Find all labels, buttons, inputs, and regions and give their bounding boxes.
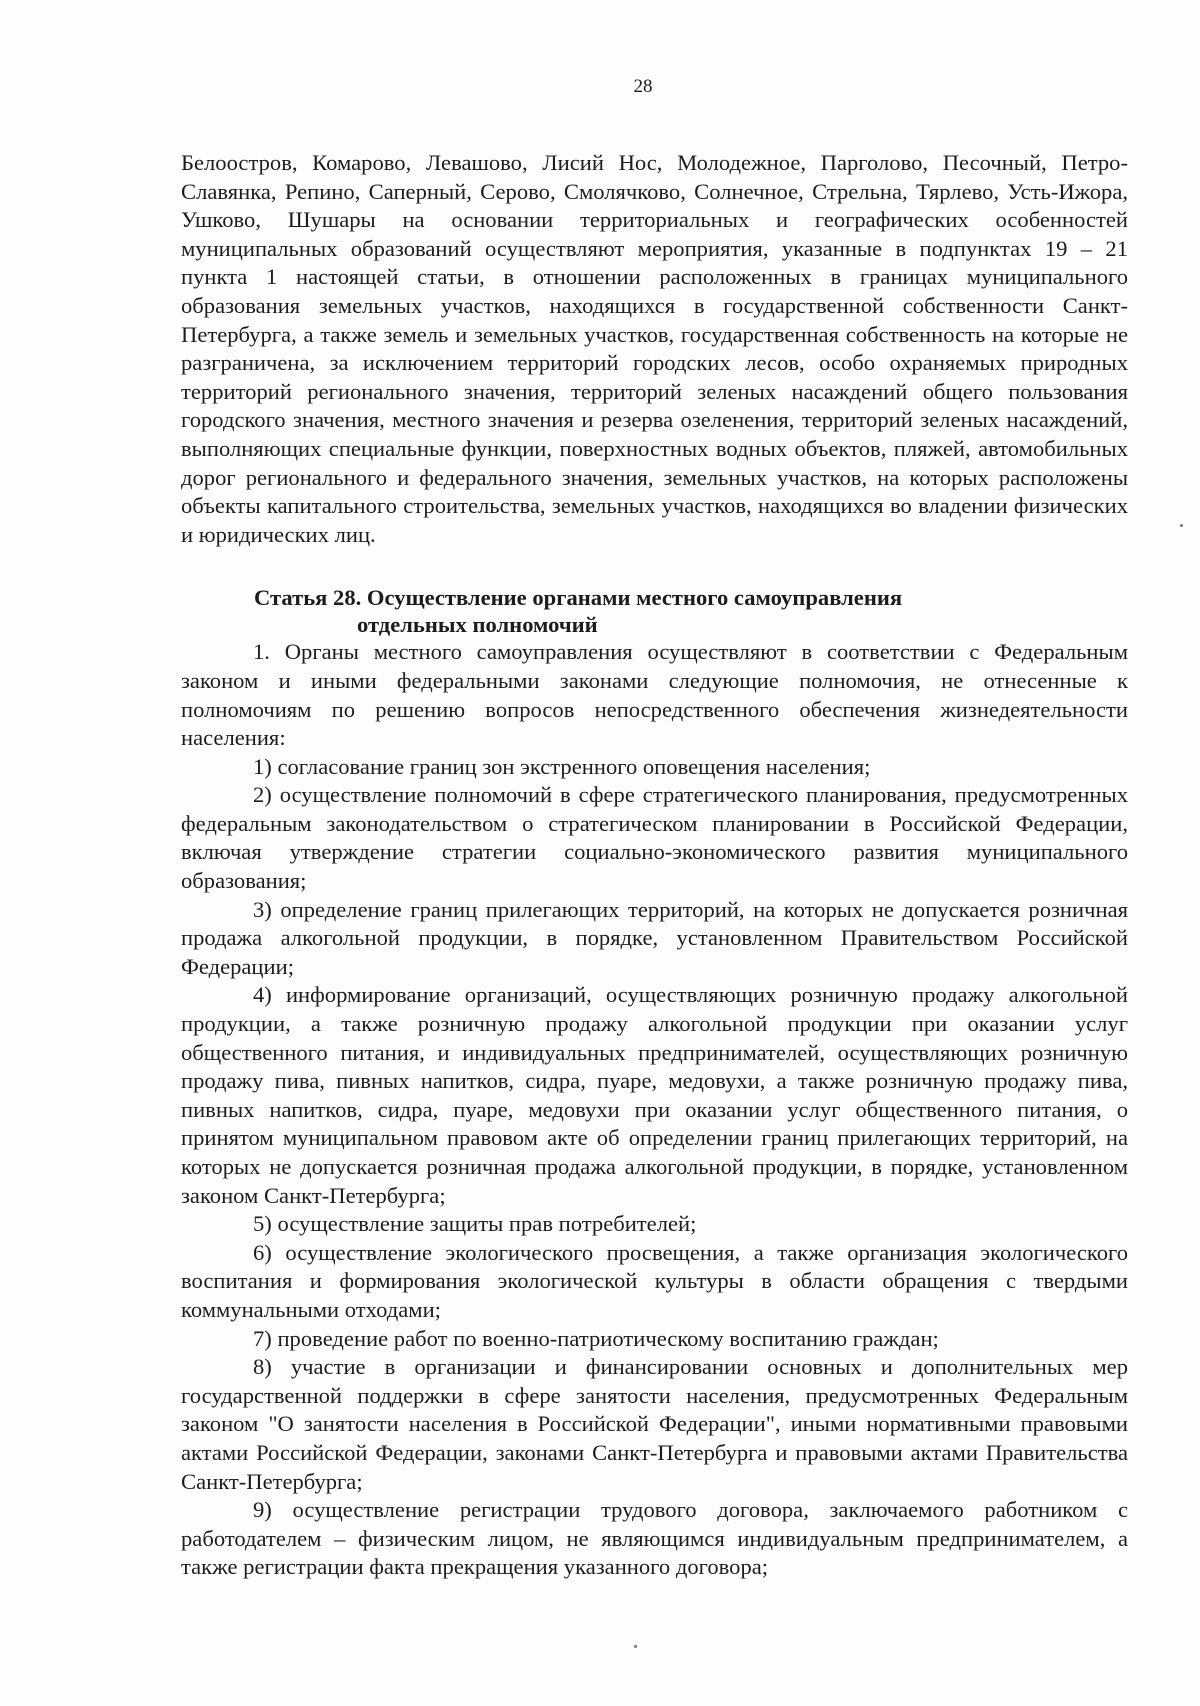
- list-item: 5) осуществление защиты прав потребителей;: [253, 1211, 697, 1237]
- article-heading: [181, 584, 1128, 638]
- list-item: 1) согласование границ зон экстренного оповещения населения;: [253, 753, 871, 779]
- list-item: 6) осуществление экологического просвещения, а также организация экологического воспитания и формирования экологической культуры в области обращения с твердыми коммунальными отходами;: [181, 1239, 1128, 1322]
- list-item: 8) участие в организации и финансировании основных и дополнительных мер государственной поддержки в сфере занятости населения, предусмотренных Федеральным законом "О занятости населения в Российской Федерации", иными нормативными правовыми актами Российской Федерации, законами Санкт-Петербурга и правовыми актами Правительства Санкт-Петербурга;: [181, 1354, 1128, 1494]
- list-item: 9) осуществление регистрации трудового договора, заключаемого работником с работодателем – физическим лицом, не являющимся индивидуальным предпринимателем, а также регистрации факта прекращения указанного договора;: [181, 1497, 1128, 1580]
- article-heading-line1: Статья 28. Осуществление органами местного самоуправления: [254, 585, 903, 611]
- article-paragraph-1: 1. Органы местного самоуправления осуществляют в соответствии с Федеральным законом и иными федеральными законами следующие полномочия, не отнесенные к полномочиям по решению вопросов непосредственного обеспечения жизнедеятельности населения:: [181, 639, 1128, 751]
- scan-speck: [1180, 524, 1183, 527]
- list-item: 7) проведение работ по военно-патриотическому воспитанию граждан;: [253, 1325, 939, 1351]
- list-item: 4) информирование организаций, осуществляющих розничную продажу алкогольной продукции, а также розничную продажу алкогольной продукции при оказании услуг общественного питания, и индивидуальных предпринимателей, осуществляющих розничную продажу пива, пивных напитков, сидра, пуаре, медовухи, а также розничную продажу пива, пивных напитков, сидра, пуаре, медовухи при оказании услуг общественного питания, о принятом муниципальном правовом акте об определении границ прилегающих территорий, на которых не допускается розничная продажа алкогольной продукции, в порядке, установленном законом Санкт-Петербурга;: [181, 982, 1128, 1208]
- document-body: [181, 149, 1128, 1582]
- scan-speck: [634, 1645, 637, 1648]
- list-item: 2) осуществление полномочий в сфере стратегического планирования, предусмотренных федеральным законодательством о стратегическом планировании в Российской Федерации, включая утверждение стратегии социально-экономического развития муниципального образования;: [181, 782, 1128, 894]
- intro-paragraph: Белоостров, Комарово, Левашово, Лисий Нос, Молодежное, Парголово, Песочный, Петро-Славянка, Репино, Саперный, Серово, Смолячково, Солнечное, Стрельна, Тярлево, Усть-Ижора, Ушково, Шушары на основании территориальных и географических особенностей муниципальных образований осуществляют мероприятия, указанные в подпунктах 19 – 21 пункта 1 настоящей статьи, в отношении расположенных в границах муниципального образования земельных участков, находящихся в государственной собственности Санкт-Петербурга, а также земель и земельных участков, государственная собственность на которые не разграничена, за исключением территорий городских лесов, особо охраняемых природных территорий регионального значения, территорий зеленых насаждений общего пользования городского значения, местного значения и резерва озеленения, территорий зеленых насаждений, выполняющих специальные функции, поверхностных водных объектов, пляжей, автомобильных дорог регионального и федерального значения, земельных участков, на которых расположены объекты капитального строительства, земельных участков, находящихся во владении физических и юридических лиц.: [181, 150, 1128, 547]
- article-heading-line2: отдельных полномочий: [357, 612, 598, 638]
- page-number: 28: [633, 76, 653, 97]
- list-item: 3) определение границ прилегающих территорий, на которых не допускается розничная продажа алкогольной продукции, в порядке, установленном Правительством Российской Федерации;: [181, 896, 1128, 979]
